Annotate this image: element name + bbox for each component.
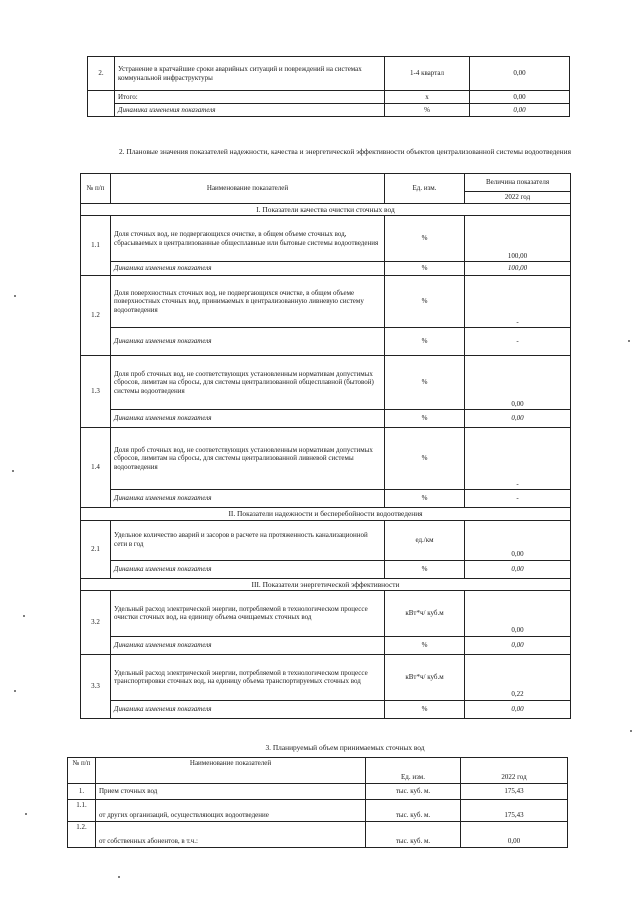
row-number: 1.2: [81, 276, 111, 356]
dynamics-unit: %: [385, 328, 465, 356]
group-row: [81, 508, 571, 520]
dynamics-value: 0,00: [465, 700, 571, 718]
table-row: [68, 822, 568, 848]
section2-title: 2. Плановые значения показателей надежности, качества и энергетической эффективности объектов централизованной системы водоотведения: [118, 147, 571, 156]
scan-speck: [25, 813, 27, 815]
dynamics-value: 0,00: [465, 410, 571, 428]
row-value: -: [465, 428, 571, 490]
table-row: [81, 654, 571, 700]
dynamics-unit: %: [385, 104, 470, 117]
top-table: [87, 56, 570, 117]
group-title-1: I. Показатели качества очистки сточных вод: [81, 204, 571, 216]
table-row: [88, 57, 570, 91]
row-number: 1.1: [81, 216, 111, 276]
row-number: 1.4: [81, 428, 111, 508]
scan-speck: [118, 876, 120, 878]
row-number: 1.: [68, 784, 96, 800]
group-title-3: III. Показатели энергетической эффективности: [81, 578, 571, 590]
empty-cell: [88, 91, 115, 117]
row-value: 0,00: [465, 520, 571, 560]
table-row: [81, 328, 571, 356]
table-row: [81, 410, 571, 428]
dynamics-unit: %: [385, 636, 465, 654]
scan-speck: [12, 470, 14, 472]
dynamics-unit: %: [385, 700, 465, 718]
row-name: Доля поверхностных сточных вод, не подвергающихся очистке, в общем объеме поверхностных сточных вод, принимаемых в централизованную ливневую систему водоотведения: [111, 276, 385, 328]
row-value: 175,43: [461, 800, 568, 822]
header-name: Наименование показателей: [96, 758, 366, 784]
row-number: 1.1.: [68, 800, 96, 822]
row-name: Удельный расход электрической энергии, потребляемой в технологическом процессе очистки сточных вод, на единицу объема очищаемых сточных вод: [111, 590, 385, 636]
row-number: 3.3: [81, 654, 111, 718]
table-row: [68, 800, 568, 822]
row-name: Доля сточных вод, не подвергающихся очистке, в общем объеме сточных вод, сбрасываемых в централизованные общесплавные или бытовые системы водоотведения: [111, 216, 385, 262]
row-value: 0,00: [465, 356, 571, 410]
table-row: [88, 104, 570, 117]
table-row: [81, 490, 571, 508]
row-name: Устранение в кратчайшие сроки аварийных ситуаций и повреждений на системах коммунальной инфраструктуры: [115, 57, 385, 91]
section2-table: [80, 173, 571, 719]
row-name: Доля проб сточных вод, не соответствующих установленным нормативам допустимых сбросов, лимитам на сбросы, для системы централизованной общесплавной (бытовой) системы водоотведения: [111, 356, 385, 410]
row-name: Удельное количество аварий и засоров в расчете на протяженность канализационной сети в год: [111, 520, 385, 560]
row-unit: тыс. куб. м.: [366, 800, 461, 822]
scan-speck: [630, 730, 632, 732]
scan-speck: [14, 295, 16, 297]
row-unit: %: [385, 428, 465, 490]
scan-speck: [628, 340, 630, 342]
table-row: [81, 428, 571, 490]
row-name: Удельный расход электрической энергии, потребляемой в технологическом процессе транспортировки сточных вод, на единицу объема транспортируемых сточных вод: [111, 654, 385, 700]
group-row: [81, 578, 571, 590]
header-unit: Ед. изм.: [366, 758, 461, 784]
dynamics-label: Динамика изменения показателя: [111, 328, 385, 356]
row-unit: кВт*ч/ куб.м: [385, 654, 465, 700]
group-title-2: II. Показатели надежности и бесперебойности водоотведения: [81, 508, 571, 520]
scan-speck: [14, 690, 16, 692]
row-value: 0,22: [465, 654, 571, 700]
total-unit: х: [385, 91, 470, 104]
table-row: [81, 520, 571, 560]
row-number: 1.2.: [68, 822, 96, 848]
row-value: 0,00: [461, 822, 568, 848]
dynamics-label: Динамика изменения показателя: [111, 490, 385, 508]
row-name: от собственных абонентов, в т.ч.:: [96, 822, 366, 848]
row-name: от других организаций, осуществляющих водоотведение: [96, 800, 366, 822]
row-unit: %: [385, 276, 465, 328]
table-header-row: [81, 174, 571, 192]
row-value: 175,43: [461, 784, 568, 800]
header-num: № п/п: [81, 174, 111, 204]
total-label: Итого:: [115, 91, 385, 104]
row-unit: тыс. куб. м.: [366, 822, 461, 848]
row-number: 2.1: [81, 520, 111, 578]
header-num: № п/п: [68, 758, 96, 784]
row-name: Доля проб сточных вод, не соответствующих установленным нормативам допустимых сбросов, лимитам на сбросы, для системы централизованной ливневой системы водоотведения: [111, 428, 385, 490]
group-row: [81, 204, 571, 216]
dynamics-value: 0,00: [470, 104, 570, 117]
header-name: Наименование показателей: [111, 174, 385, 204]
row-value: 0,00: [465, 590, 571, 636]
row-number: 1.3: [81, 356, 111, 428]
dynamics-unit: %: [385, 410, 465, 428]
dynamics-label: Динамика изменения показателя: [111, 262, 385, 276]
row-unit: ед./км: [385, 520, 465, 560]
dynamics-label: Динамика изменения показателя: [115, 104, 385, 117]
table-row: [81, 262, 571, 276]
row-value: -: [465, 276, 571, 328]
table-row: [68, 784, 568, 800]
dynamics-unit: %: [385, 262, 465, 276]
header-value: Величина показателя: [465, 174, 571, 192]
header-year: 2022 год: [461, 758, 568, 784]
total-value: 0,00: [470, 91, 570, 104]
dynamics-value: 0,00: [465, 560, 571, 578]
header-year: 2022 год: [465, 192, 571, 204]
header-unit: Ед. изм.: [385, 174, 465, 204]
dynamics-label: Динамика изменения показателя: [111, 636, 385, 654]
section3-table: [67, 757, 568, 848]
row-unit: тыс. куб. м.: [366, 784, 461, 800]
row-value: 100,00: [465, 216, 571, 262]
dynamics-value: -: [465, 328, 571, 356]
table-row: [81, 700, 571, 718]
row-number: 3.2: [81, 590, 111, 654]
row-value: 0,00: [470, 57, 570, 91]
table-row: [81, 276, 571, 328]
row-period: 1-4 квартал: [385, 57, 470, 91]
table-row: [81, 356, 571, 410]
dynamics-label: Динамика изменения показателя: [111, 560, 385, 578]
table-row: [81, 636, 571, 654]
dynamics-value: 100,00: [465, 262, 571, 276]
dynamics-value: 0,00: [465, 636, 571, 654]
section3-title: 3. Планируемый объем принимаемых сточных вод: [265, 743, 425, 752]
dynamics-label: Динамика изменения показателя: [111, 700, 385, 718]
scan-speck: [23, 615, 25, 617]
row-unit: %: [385, 356, 465, 410]
dynamics-unit: %: [385, 490, 465, 508]
row-unit: кВт*ч/ куб.м: [385, 590, 465, 636]
dynamics-value: -: [465, 490, 571, 508]
table-row: [81, 216, 571, 262]
row-name: Прием сточных вод: [96, 784, 366, 800]
row-number: 2.: [88, 57, 115, 91]
row-unit: %: [385, 216, 465, 262]
table-header-row: [68, 758, 568, 784]
table-row: [81, 590, 571, 636]
dynamics-label: Динамика изменения показателя: [111, 410, 385, 428]
table-row: [81, 560, 571, 578]
table-row: [88, 91, 570, 104]
dynamics-unit: %: [385, 560, 465, 578]
